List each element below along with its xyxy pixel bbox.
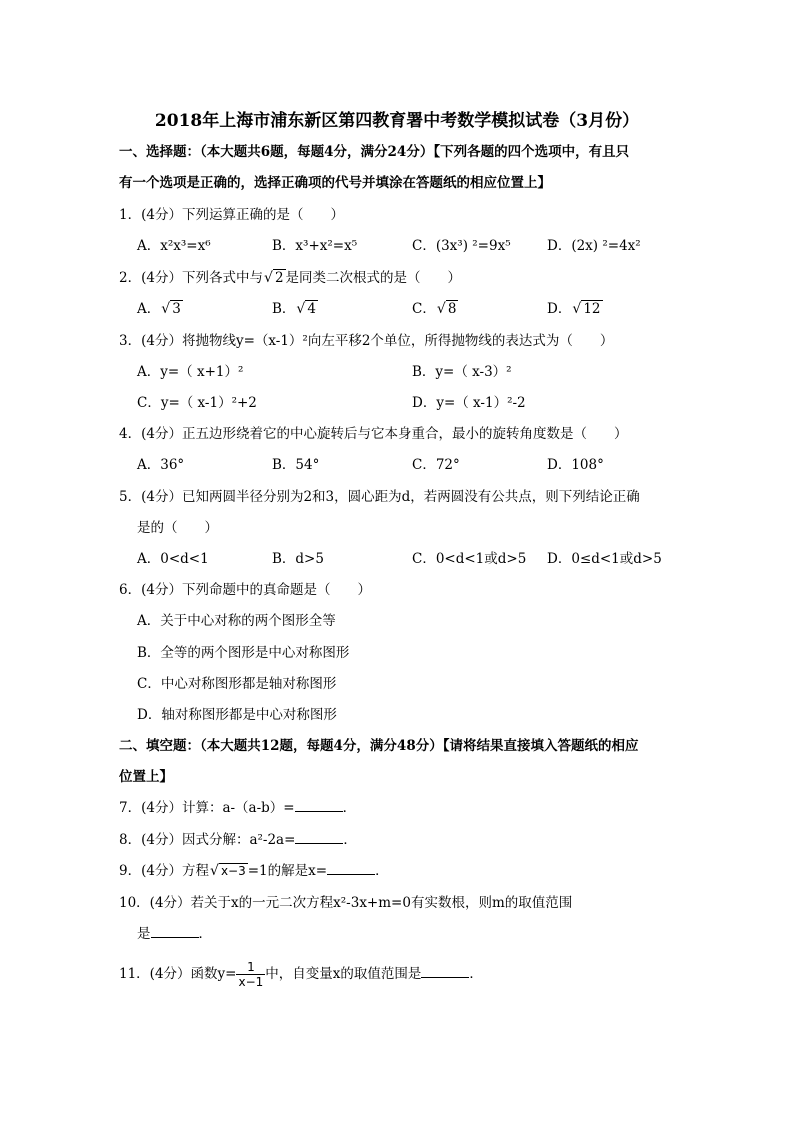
q4-option-c: C．72°: [412, 457, 460, 473]
q9: [119, 861, 389, 881]
sqrt-x-minus-3: √ x−3: [209, 863, 246, 879]
q8-text: 8．(4分）因式分解：a²-2a=: [119, 832, 296, 848]
q6-option-a: A．关于中心对称的两个图形全等: [137, 613, 336, 629]
q4-option-d: D．108°: [547, 457, 604, 473]
q5-option-a: A．0<d<1: [137, 551, 209, 567]
q7-text: 7．(4分）计算：a-（a-b）=: [119, 800, 295, 816]
q8: [119, 830, 357, 850]
q3-option-d: D．y=（ x-1）²-2: [412, 395, 526, 411]
q11-text: 11．(4分）函数y=: [119, 966, 237, 982]
q10-cont: [137, 924, 212, 944]
q2-stem-end: 是同类二次根式的是（ ）: [285, 270, 462, 286]
q4-option-a: A．36°: [137, 457, 185, 473]
period: ．: [198, 926, 212, 942]
q9-text-cont: =1的解是x=: [247, 863, 328, 879]
answer-blank[interactable]: [295, 830, 343, 844]
section2-heading-cont: 位置上】: [119, 769, 173, 785]
period: ．: [375, 863, 389, 879]
section1-heading-cont: 有一个选项是正确的，选择正确项的代号并填涂在答题纸的相应位置上】: [119, 175, 551, 191]
q10-text: 10．(4分）若关于x的一元二次方程x²-3x+m=0有实数根，则m的取值范围: [119, 895, 573, 911]
q2-option-a: A． √ 3: [137, 301, 181, 317]
section1-heading: 一、选择题：（本大题共6题，每题4分，满分24分）【下列各题的四个选项中，有且只: [119, 144, 630, 160]
sqrt-2: √ 2: [263, 270, 284, 286]
q1-option-c: C．(3x³) ²=9x⁵: [412, 238, 511, 254]
q5-option-c: C．0<d<1或d>5: [412, 551, 527, 567]
q3-option-a: A．y=（ x+1）²: [137, 364, 244, 380]
q2-stem: [119, 268, 461, 288]
q9-text: 9．(4分）方程: [119, 863, 209, 879]
period: ．: [469, 966, 483, 982]
answer-blank[interactable]: [295, 798, 343, 812]
q11: [119, 958, 483, 990]
period: ．: [343, 832, 357, 848]
sqrt-3: √ 3: [161, 301, 181, 317]
q4-option-b: B．54°: [272, 457, 320, 473]
fraction: $\frac{1}{x-1}$: [238, 960, 264, 989]
q4-stem: 4．(4分）正五边形绕着它的中心旋转后与它本身重合，最小的旋转角度数是（ ）: [119, 426, 628, 442]
answer-blank[interactable]: [327, 861, 375, 875]
q5-option-d: D．0≤d<1或d>5: [547, 551, 662, 567]
page-title: 2018年上海市浦东新区第四教育署中考数学模拟试卷（3月份）: [154, 111, 640, 131]
q1-option-a: A．x²x³=x⁶: [137, 238, 211, 254]
period: ．: [342, 800, 357, 816]
sqrt-8: √ 8: [436, 301, 457, 317]
section2-heading: 二、填空题：（本大题共12题，每题4分，满分48分）【请将结果直接填入答题纸的相应: [119, 738, 639, 754]
q3-option-c: C．y=（ x-1）²+2: [137, 395, 257, 411]
q5-option-b: B．d>5: [272, 551, 324, 567]
q2-option-b: B． √ 4: [272, 301, 317, 317]
q7: [119, 798, 356, 818]
q6-stem: 6．(4分）下列命题中的真命题是（ ）: [119, 582, 371, 598]
q11-text-cont: 中，自变量x的取值范围是: [265, 966, 422, 982]
sqrt-4: √ 4: [296, 301, 317, 317]
answer-blank[interactable]: [421, 964, 469, 978]
q6-option-c: C．中心对称图形都是轴对称图形: [137, 676, 337, 692]
q5-stem-cont: 是的（ ）: [137, 520, 218, 536]
q5-stem: 5．(4分）已知两圆半径分别为2和3，圆心距为d，若两圆没有公共点，则下列结论正确: [119, 489, 640, 505]
q2-stem-start: 2．(4分）下列各式中与: [119, 270, 263, 286]
q2-option-d: D． √ 12: [547, 301, 601, 317]
q1-option-d: D．(2x) ²=4x²: [547, 238, 641, 254]
q2-option-c: C． √ 8: [412, 301, 457, 317]
q6-option-d: D．轴对称图形都是中心对称图形: [137, 707, 337, 723]
q10-text-cont: 是: [137, 926, 151, 942]
answer-blank[interactable]: [151, 924, 199, 938]
q1-option-b: B．x³+x²=x⁵: [272, 238, 358, 254]
q3-option-b: B．y=（ x-3）²: [412, 364, 512, 380]
q3-stem: 3．(4分）将抛物线y=（x-1）²向左平移2个单位，所得抛物线的表达式为（ ）: [119, 333, 614, 349]
q6-option-b: B．全等的两个图形是中心对称图形: [137, 645, 350, 661]
q1-stem: 1．(4分）下列运算正确的是（ ）: [119, 207, 344, 223]
sqrt-12: √ 12: [572, 301, 601, 317]
